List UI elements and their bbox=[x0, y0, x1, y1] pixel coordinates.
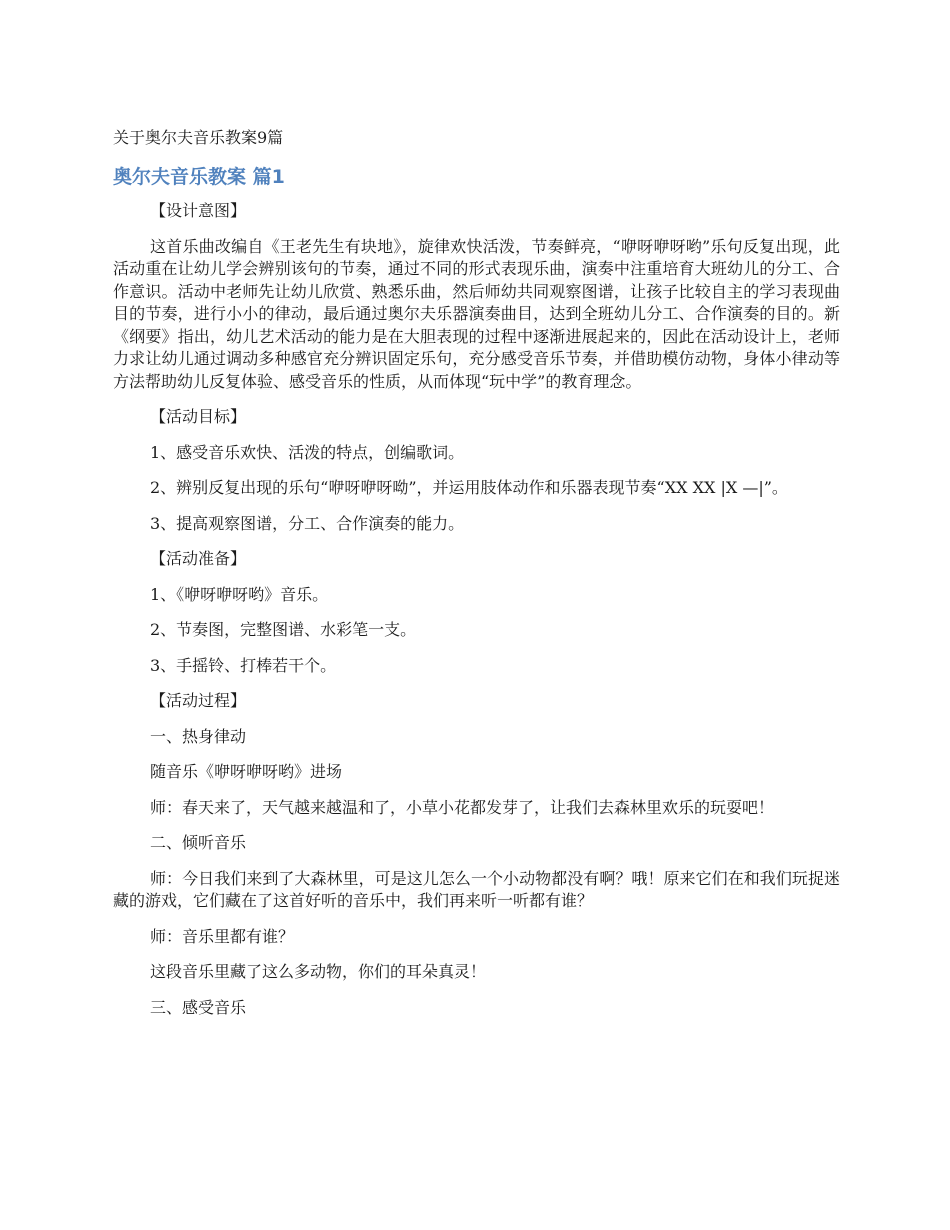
paragraph-goal-1: 1、感受音乐欢快、活泼的特点，创编歌词。 bbox=[150, 442, 465, 462]
paragraph-preparation-3: 3、手摇铃、打棒若干个。 bbox=[150, 655, 337, 675]
paragraph-design-intent: 这首乐曲改编自《王老先生有块地》，旋律欢快活泼，节奏鲜亮，“咿呀咿呀哟”乐句反复出现，此活动重在让幼儿学会辨别该句的节奏，通过不同的形式表现乐曲，演奏中注重培育大班幼儿的分工、合作意识。活动中老师先让幼儿欣赏、熟悉乐曲，然后师幼共同观察图谱，让孩子比较自主的学习表现曲目的节奏，进行小小的律动，最后通过奥尔夫乐器演奏曲目，达到全班幼儿分工、合作演奏的目的。新《纲要》指出，幼儿艺术活动的能力是在大胆表现的过程中逐渐进展起来的，因此在活动设计上，老师力求让幼儿通过调动多种感官充分辨识固定乐句，充分感受音乐节奏，并借助模仿动物，身体小律动等方法帮助幼儿反复体验、感受音乐的性质，从而体现“玩中学”的教育理念。 bbox=[113, 236, 840, 391]
paragraph-design-intent-heading: 【设计意图】 bbox=[150, 201, 247, 220]
paragraph-step-2-teacher: 师：今日我们来到了大森林里，可是这儿怎么一个小动物都没有啊？哦！原来它们在和我们玩捉迷藏的游戏，它们藏在了这首好听的音乐中，我们再来听一听都有谁？ bbox=[113, 868, 840, 910]
paragraph-process-heading: 【活动过程】 bbox=[150, 691, 247, 710]
paragraph-step-2-heading: 二、倾听音乐 bbox=[150, 833, 247, 852]
paragraph-preparation-heading: 【活动准备】 bbox=[150, 549, 247, 568]
section-heading: 奥尔夫音乐教案 篇1 bbox=[113, 166, 285, 188]
document-title: 关于奥尔夫音乐教案9篇 bbox=[113, 128, 284, 147]
paragraph-step-1-entry: 随音乐《咿呀咿呀哟》进场 bbox=[150, 762, 343, 781]
paragraph-step-2-praise: 这段音乐里藏了这么多动物，你们的耳朵真灵！ bbox=[150, 962, 487, 981]
paragraph-goals-heading: 【活动目标】 bbox=[150, 407, 247, 426]
paragraph-goal-3: 3、提高观察图谱，分工、合作演奏的能力。 bbox=[150, 513, 465, 533]
paragraph-step-3-heading: 三、感受音乐 bbox=[150, 997, 247, 1017]
paragraph-preparation-2: 2、节奏图，完整图谱、水彩笔一支。 bbox=[150, 620, 417, 639]
paragraph-step-1-heading: 一、热身律动 bbox=[150, 726, 247, 746]
paragraph-step-2-question: 师：音乐里都有谁？ bbox=[150, 926, 295, 946]
paragraph-goal-2: 2、辨别反复出现的乐句“咿呀咿呀呦”，并运用肢体动作和乐器表现节奏“XX XX |X —|”。 bbox=[150, 478, 788, 497]
paragraph-preparation-1: 1、《咿呀咿呀哟》音乐。 bbox=[150, 584, 329, 604]
paragraph-step-1-teacher: 师：春天来了，天气越来越温和了，小草小花都发芽了，让我们去森林里欢乐的玩耍吧！ bbox=[150, 797, 775, 817]
document-body bbox=[113, 200, 840, 1032]
